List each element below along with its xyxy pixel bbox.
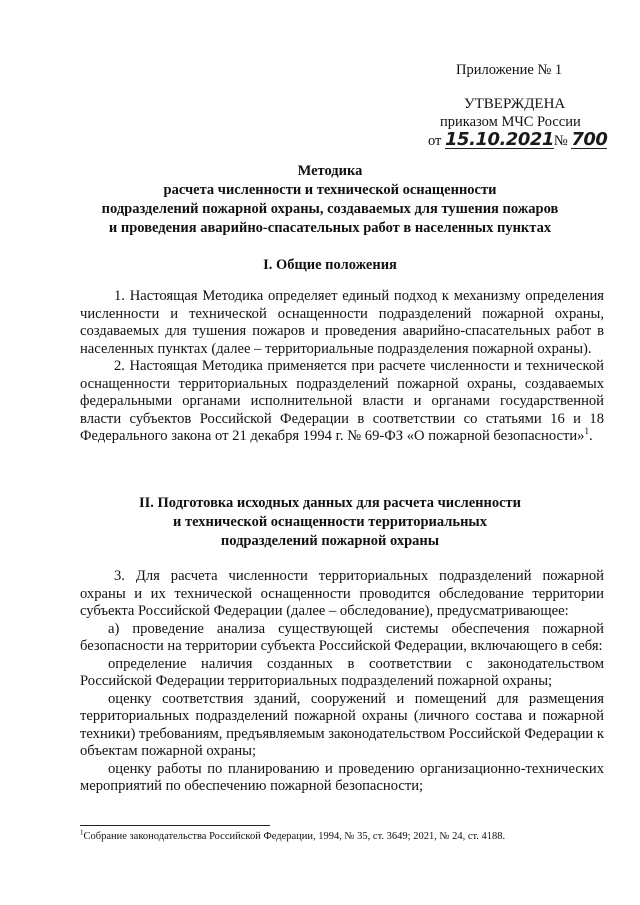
list-item: оценку соответствия зданий, сооружений и помещений для размещения территориальных подразделений пожарной охраны (личного состава и пожарной техники) требованиям, предъявляемым законодательством Российской Федерации к объектам пожарной охраны; [80, 690, 604, 759]
paragraph-1: 1. Настоящая Методика определяет единый подход к механизму определения численности и технической оснащенности подразделений пожарной охраны, создаваемых для тушения пожаров и проведения аварийно-спасательных работ в населенных пунктах (далее – территориальные подразделения пожарной охраны). [80, 288, 604, 357]
footnote-reference: 1 [584, 426, 589, 437]
order-date-line [428, 129, 608, 150]
title-line: Методика [297, 163, 363, 179]
paragraph-2 [80, 358, 604, 446]
paragraph-3a: а) проведение анализа существующей системы обеспечения пожарной безопасности на территории субъекта Российской Федерации, включающего в себя: [80, 620, 604, 654]
section-2-heading [60, 494, 600, 551]
section-heading-line: подразделений пожарной охраны [220, 533, 440, 549]
paragraph-2-end: . [588, 428, 593, 444]
section-heading-text: I. Общие положения [263, 257, 397, 273]
order-label: приказом МЧС России [440, 114, 581, 130]
number-sign: № [553, 133, 568, 149]
list-item: определение наличия созданных в соответствии с законодательством Российской Федерации территориальных подразделений пожарной охраны; [80, 655, 604, 689]
footnote-mark: 1 [80, 828, 84, 837]
title-line: подразделений пожарной охраны, создаваемых для тушения пожаров [101, 201, 559, 217]
approved-label: УТВЕРЖДЕНА [464, 96, 566, 112]
footnote-divider [80, 825, 270, 826]
handwritten-number: 700 [571, 129, 608, 150]
paragraph-3: 3. Для расчета численности территориальных подразделений пожарной охраны и их технической оснащенности проводится обследование территории субъекта Российской Федерации (далее – обследование), предусматривающее: [80, 568, 604, 619]
section-1-body [80, 288, 604, 446]
section-heading-line: II. Подготовка исходных данных для расчета численности [138, 495, 522, 511]
date-prefix: от [428, 133, 442, 149]
list-item: оценку работы по планированию и проведению организационно-технических мероприятий по обеспечению пожарной безопасности; [80, 760, 604, 794]
title-line: расчета численности и технической оснащенности [163, 182, 497, 198]
footnote-text: Собрание законодательства Российской Федерации, 1994, № 35, ст. 3649; 2021, № 24, ст. 4188. [83, 831, 506, 842]
appendix-label: Приложение № 1 [456, 62, 563, 78]
footnote [80, 830, 505, 843]
title-line: и проведения аварийно-спасательных работ в населенных пунктах [108, 220, 552, 236]
paragraph-2-text: 2. Настоящая Методика применяется при расчете численности и технической оснащенности территориальных подразделений пожарной охраны, создаваемых федеральными органами исполнительной власти и органами государственной власти субъектов Российской Федерации в соответствии со статьями 16 и 18 Федерального закона от 21 декабря 1994 г. № 69-ФЗ «О пожарной безопасности» [80, 358, 604, 444]
handwritten-date: 15.10.2021 [445, 129, 554, 150]
section-1-heading [60, 256, 600, 275]
section-heading-line: и технической оснащенности территориальных [172, 514, 488, 530]
document-title [60, 162, 600, 238]
section-2-body [80, 568, 604, 796]
